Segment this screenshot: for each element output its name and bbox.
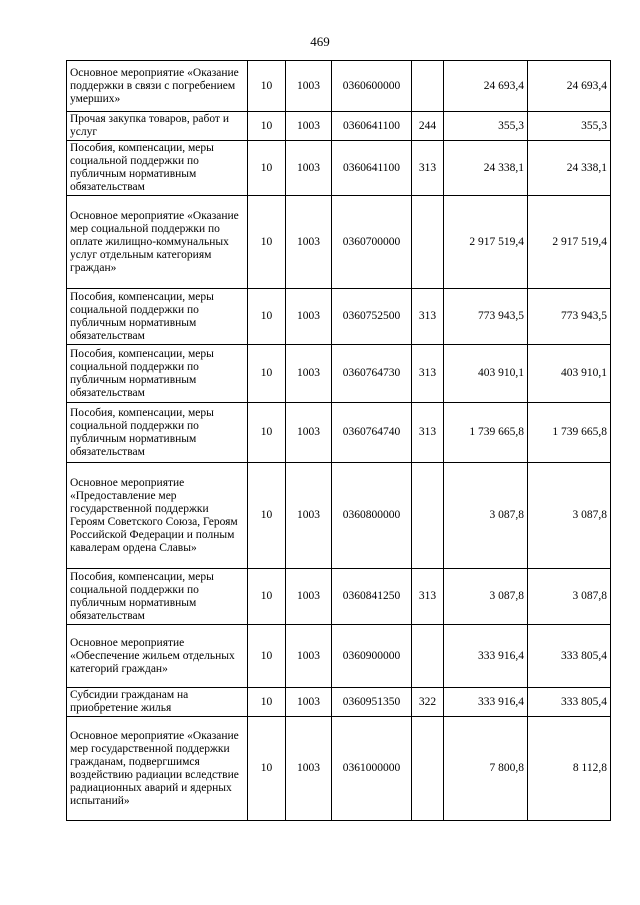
- table-row: [67, 61, 611, 112]
- row-name: Пособия, компенсации, меры социальной поддержки по публичным нормативным обязательствам: [67, 345, 248, 403]
- row-name: Пособия, компенсации, меры социальной поддержки по публичным нормативным обязательствам: [67, 403, 248, 463]
- row-amount-2: 773 943,5: [528, 289, 611, 345]
- row-section: 10: [248, 569, 286, 625]
- row-section: 10: [248, 196, 286, 289]
- row-subsection: 1003: [286, 61, 332, 112]
- row-name: Пособия, компенсации, меры социальной поддержки по публичным нормативным обязательствам: [67, 569, 248, 625]
- row-subsection: 1003: [286, 625, 332, 688]
- row-name: Пособия, компенсации, меры социальной поддержки по публичным нормативным обязательствам: [67, 141, 248, 196]
- row-expense-kind: [412, 717, 444, 821]
- table-row: [67, 717, 611, 821]
- row-amount-1: 333 916,4: [444, 625, 528, 688]
- row-section: 10: [248, 403, 286, 463]
- table-row: [67, 463, 611, 569]
- row-amount-2: 3 087,8: [528, 569, 611, 625]
- row-subsection: 1003: [286, 717, 332, 821]
- row-amount-2: 333 805,4: [528, 625, 611, 688]
- table-row: [67, 403, 611, 463]
- row-amount-1: 355,3: [444, 112, 528, 141]
- row-expense-kind: [412, 463, 444, 569]
- row-name: Основное мероприятие «Обеспечение жильем отдельных категорий граждан»: [67, 625, 248, 688]
- row-expense-kind: 313: [412, 345, 444, 403]
- row-expense-kind: 313: [412, 569, 444, 625]
- row-target-article: 0360641100: [332, 112, 412, 141]
- row-name: Прочая закупка товаров, работ и услуг: [67, 112, 248, 141]
- row-subsection: 1003: [286, 569, 332, 625]
- row-expense-kind: 313: [412, 141, 444, 196]
- page-number: 469: [310, 34, 330, 49]
- row-amount-1: 2 917 519,4: [444, 196, 528, 289]
- row-section: 10: [248, 61, 286, 112]
- row-amount-1: 3 087,8: [444, 463, 528, 569]
- table-row: [67, 289, 611, 345]
- row-target-article: 0361000000: [332, 717, 412, 821]
- row-subsection: 1003: [286, 289, 332, 345]
- row-amount-2: 1 739 665,8: [528, 403, 611, 463]
- row-amount-2: 24 693,4: [528, 61, 611, 112]
- row-subsection: 1003: [286, 141, 332, 196]
- row-amount-2: 403 910,1: [528, 345, 611, 403]
- row-amount-1: 1 739 665,8: [444, 403, 528, 463]
- row-subsection: 1003: [286, 403, 332, 463]
- table-row: [67, 141, 611, 196]
- row-name: Основное мероприятие «Оказание мер социальной поддержки по оплате жилищно-коммунальных услуг отдельным категориям граждан»: [67, 196, 248, 289]
- table-row: [67, 196, 611, 289]
- row-amount-2: 355,3: [528, 112, 611, 141]
- table-row: [67, 569, 611, 625]
- row-section: 10: [248, 289, 286, 345]
- row-target-article: 0360900000: [332, 625, 412, 688]
- row-amount-1: 7 800,8: [444, 717, 528, 821]
- row-expense-kind: [412, 61, 444, 112]
- row-target-article: 0360841250: [332, 569, 412, 625]
- row-expense-kind: [412, 625, 444, 688]
- row-section: 10: [248, 463, 286, 569]
- row-subsection: 1003: [286, 112, 332, 141]
- row-amount-1: 403 910,1: [444, 345, 528, 403]
- row-section: 10: [248, 345, 286, 403]
- row-amount-1: 773 943,5: [444, 289, 528, 345]
- row-amount-2: 8 112,8: [528, 717, 611, 821]
- row-section: 10: [248, 625, 286, 688]
- row-subsection: 1003: [286, 688, 332, 717]
- row-target-article: 0360752500: [332, 289, 412, 345]
- row-target-article: 0360764740: [332, 403, 412, 463]
- row-section: 10: [248, 112, 286, 141]
- row-subsection: 1003: [286, 345, 332, 403]
- row-name: Основное мероприятие «Оказание мер государственной поддержки гражданам, подвергшимся воздействию радиации вследствие радиационных аварий и ядерных испытаний»: [67, 717, 248, 821]
- row-amount-2: 24 338,1: [528, 141, 611, 196]
- row-target-article: 0360764730: [332, 345, 412, 403]
- row-expense-kind: 313: [412, 403, 444, 463]
- row-section: 10: [248, 717, 286, 821]
- row-target-article: 0360951350: [332, 688, 412, 717]
- row-amount-2: 333 805,4: [528, 688, 611, 717]
- row-amount-1: 24 338,1: [444, 141, 528, 196]
- row-name: Основное мероприятие «Оказание поддержки в связи с погребением умерших»: [67, 61, 248, 112]
- row-section: 10: [248, 141, 286, 196]
- row-amount-2: 2 917 519,4: [528, 196, 611, 289]
- row-target-article: 0360700000: [332, 196, 412, 289]
- row-target-article: 0360800000: [332, 463, 412, 569]
- table-row: [67, 688, 611, 717]
- row-name: Субсидии гражданам на приобретение жилья: [67, 688, 248, 717]
- row-expense-kind: [412, 196, 444, 289]
- table-row: [67, 345, 611, 403]
- row-amount-2: 3 087,8: [528, 463, 611, 569]
- row-target-article: 0360641100: [332, 141, 412, 196]
- budget-table: [66, 60, 611, 821]
- row-subsection: 1003: [286, 463, 332, 569]
- row-section: 10: [248, 688, 286, 717]
- row-amount-1: 3 087,8: [444, 569, 528, 625]
- table-row: [67, 112, 611, 141]
- table-row: [67, 625, 611, 688]
- row-name: Пособия, компенсации, меры социальной поддержки по публичным нормативным обязательствам: [67, 289, 248, 345]
- row-amount-1: 24 693,4: [444, 61, 528, 112]
- row-name: Основное мероприятие «Предоставление мер государственной поддержки Героям Советского Союза, Героям Российской Федерации и полным кавалерам ордена Славы»: [67, 463, 248, 569]
- row-expense-kind: 313: [412, 289, 444, 345]
- row-target-article: 0360600000: [332, 61, 412, 112]
- row-subsection: 1003: [286, 196, 332, 289]
- row-expense-kind: 322: [412, 688, 444, 717]
- row-expense-kind: 244: [412, 112, 444, 141]
- row-amount-1: 333 916,4: [444, 688, 528, 717]
- table-body: [67, 61, 611, 821]
